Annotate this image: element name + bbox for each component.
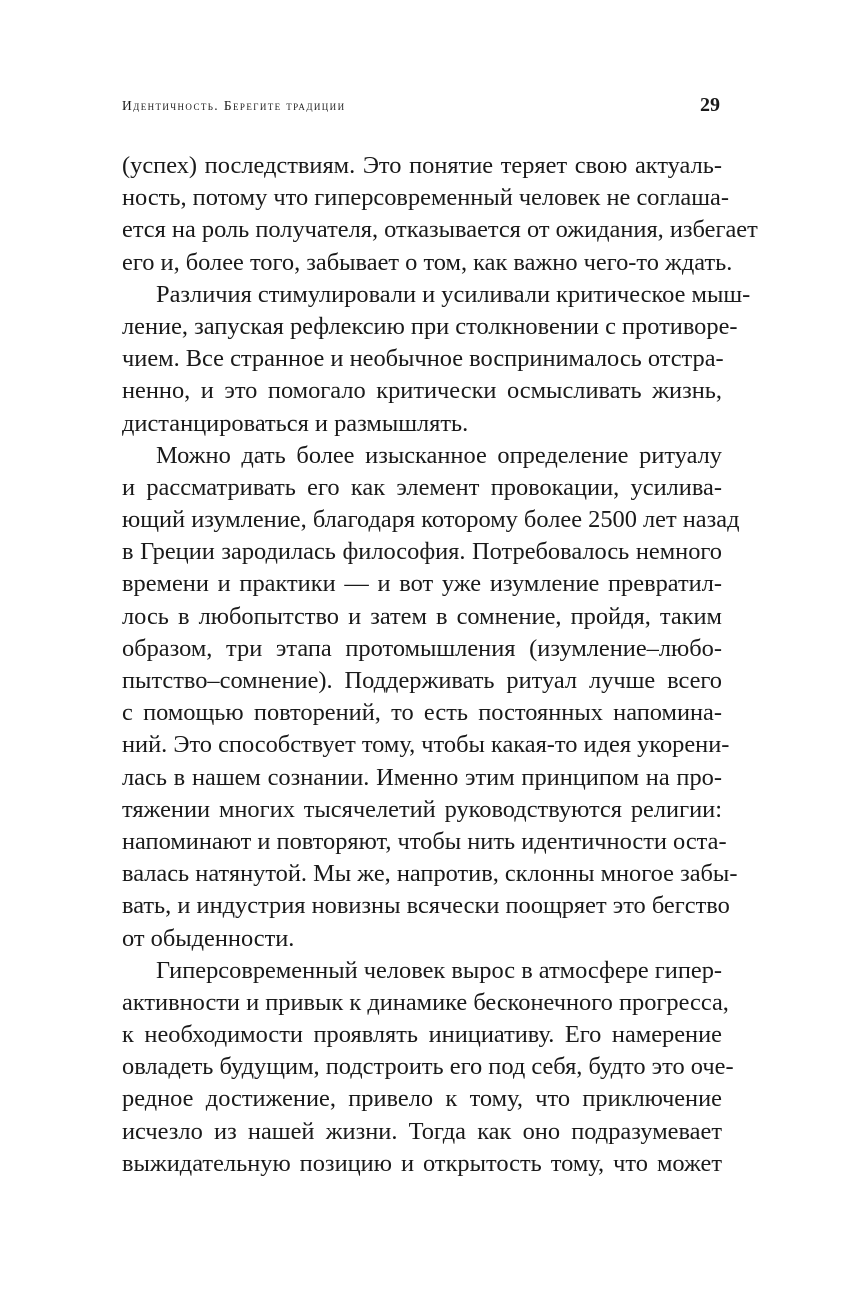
text-line: выжидательную позицию и открытость тому, что может	[122, 1149, 722, 1177]
text-line: валась натянутой. Мы же, напротив, склонны многое забы-	[122, 860, 738, 888]
running-head: Идентичность. Берегите традиции	[122, 98, 346, 113]
text-line: напоминают и повторяют, чтобы нить идентичности оста-	[122, 827, 727, 855]
text-line: дистанцироваться и размышлять.	[122, 409, 469, 437]
text-line: ление, запуская рефлексию при столкновении с противоре-	[122, 312, 738, 340]
text-line: ний. Это способствует тому, чтобы какая-то идея укорени-	[122, 731, 730, 759]
text-line: и рассматривать его как элемент провокации, усилива-	[122, 473, 722, 501]
body-text	[122, 150, 758, 1180]
text-line: ющий изумление, благодаря которому более 2500 лет назад	[122, 506, 740, 534]
text-line: лась в нашем сознании. Именно этим принципом на про-	[122, 763, 722, 791]
text-line: времени и практики — и вот уже изумление превратил-	[122, 570, 722, 598]
text-line: редное достижение, привело к тому, что приключение	[122, 1085, 722, 1113]
text-line: Различия стимулировали и усиливали критическое мыш-	[156, 280, 751, 308]
text-line: к необходимости проявлять инициативу. Его намерение	[122, 1021, 722, 1049]
text-line: овладеть будущим, подстроить его под себя, будто это оче-	[122, 1053, 734, 1081]
text-line: чием. Все странное и необычное воспринималось отстра-	[122, 345, 724, 373]
text-line: (успех) последствиям. Это понятие теряет свою актуаль-	[122, 152, 722, 179]
text-line: ется на роль получателя, отказывается от ожидания, избегает	[122, 216, 758, 244]
text-line: с помощью повторений, то есть постоянных напомина-	[122, 699, 722, 727]
text-line: Гиперсовременный человек вырос в атмосфере гипер-	[156, 956, 723, 984]
text-line: активности и привык к динамике бесконечного прогресса,	[122, 988, 729, 1016]
page-number: 29	[700, 94, 720, 116]
text-line: тяжении многих тысячелетий руководствуются религии:	[122, 795, 722, 823]
text-line: образом, три этапа протомышления (изумление–любо-	[122, 634, 722, 662]
text-line: ненно, и это помогало критически осмысливать жизнь,	[122, 377, 722, 405]
text-line: его и, более того, забывает о том, как важно чего-то ждать.	[122, 248, 733, 276]
text-line: от обыденности.	[122, 924, 295, 952]
text-line: лось в любопытство и затем в сомнение, пройдя, таким	[122, 602, 722, 630]
text-line: ность, потому что гиперсовременный человек не соглаша-	[122, 184, 729, 212]
text-line: Можно дать более изысканное определение ритуалу	[156, 441, 722, 469]
text-line: исчезло из нашей жизни. Тогда как оно подразумевает	[122, 1117, 722, 1145]
text-line: пытство–сомнение). Поддерживать ритуал лучше всего	[122, 667, 722, 694]
text-line: вать, и индустрия новизны всячески поощряет это бегство	[122, 892, 730, 920]
text-line: в Греции зародилась философия. Потребовалось немного	[122, 538, 722, 566]
